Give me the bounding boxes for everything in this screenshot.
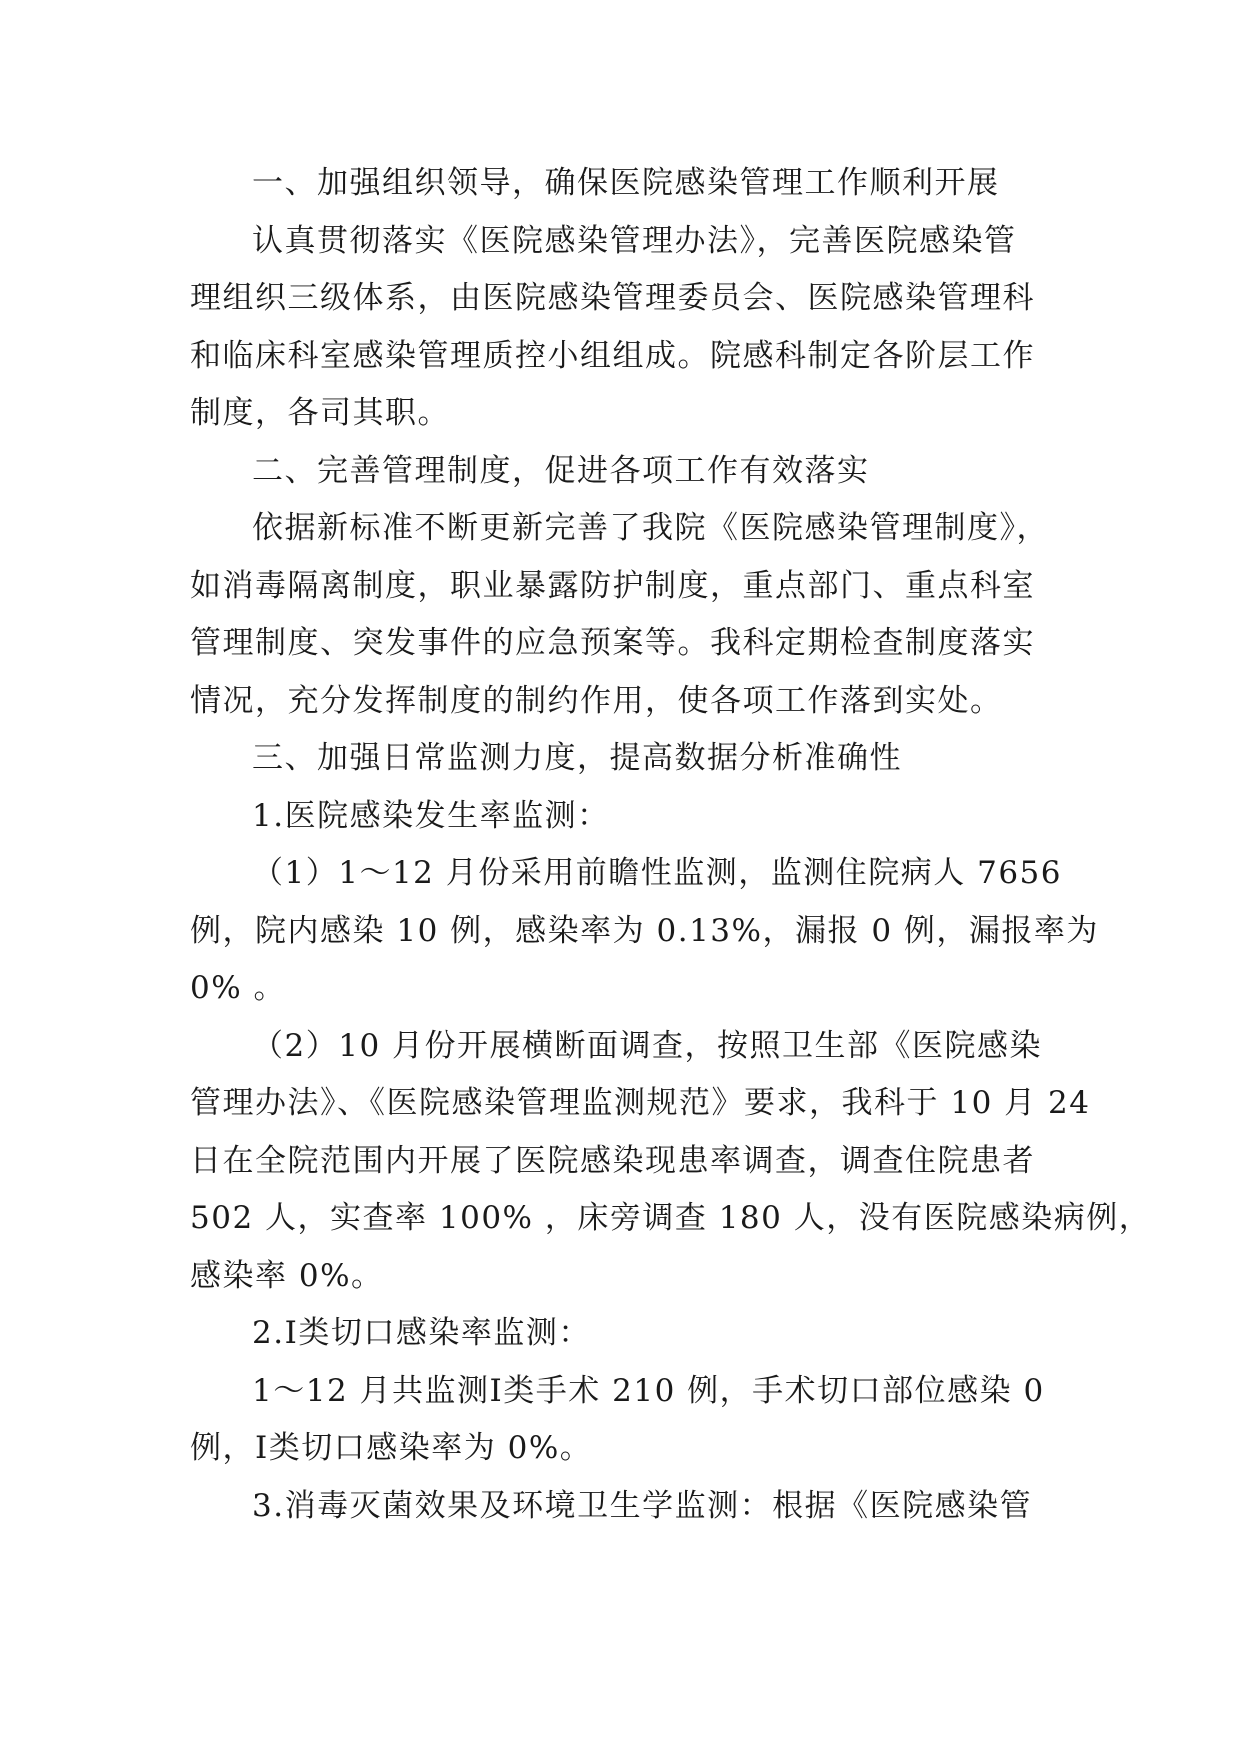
- text-line: 3.消毒灭菌效果及环境卫生学监测：根据《医院感染管: [252, 1487, 1033, 1524]
- paragraph-disinfection-monitoring: [190, 1478, 1050, 1536]
- text-line: 管理办法》、《医院感染管理监测规范》要求，我科于 10 月 24: [190, 1085, 1091, 1121]
- text-line: 0% 。: [190, 970, 287, 1006]
- paragraph-organization: [190, 213, 1050, 443]
- text-line: 二、完善管理制度，促进各项工作有效落实: [252, 452, 870, 489]
- text-line: 2.Ⅰ类切口感染率监测：: [252, 1315, 591, 1351]
- subheading-incision-infection: [190, 1305, 1050, 1363]
- text-line: 依据新标准不断更新完善了我院《医院感染管理制度》，: [252, 510, 1049, 546]
- text-line: 一、加强组织领导，确保医院感染管理工作顺利开展: [252, 165, 1000, 201]
- paragraph-cross-sectional-survey: [190, 1018, 1152, 1306]
- text-line: 管理制度、突发事件的应急预案等。我科定期检查制度落实: [190, 625, 1035, 661]
- text-line: 三、加强日常监测力度，提高数据分析准确性: [252, 740, 902, 776]
- text-line: 和临床科室感染管理质控小组组成。院感科制定各阶层工作: [190, 337, 1035, 374]
- document-page: [190, 155, 1152, 1535]
- text-line: 例，Ⅰ类切口感染率为 0%。: [190, 1430, 593, 1466]
- text-line: 感染率 0%。: [190, 1257, 384, 1294]
- text-line: 502 人，实查率 100% ，床旁调查 180 人，没有医院感染病例，: [190, 1200, 1152, 1236]
- section-heading-2: [190, 443, 1050, 501]
- text-line: 1.医院感染发生率监测：: [252, 797, 610, 834]
- text-line: 理组织三级体系，由医院感染管理委员会、医院感染管理科: [190, 280, 1035, 316]
- text-line: （1）1～12 月份采用前瞻性监测，监测住院病人 7656: [252, 855, 1062, 891]
- subheading-infection-rate: [190, 788, 1050, 846]
- text-line: 制度，各司其职。: [190, 395, 450, 431]
- text-line: 例，院内感染 10 例，感染率为 0.13%，漏报 0 例，漏报率为: [190, 912, 1099, 949]
- paragraph-incision-monitoring: [190, 1363, 1050, 1478]
- text-line: 日在全院范围内开展了医院感染现患率调查，调查住院患者: [190, 1142, 1035, 1179]
- section-heading-3: [190, 730, 1050, 788]
- section-heading-1: [190, 155, 1050, 213]
- text-line: 认真贯彻落实《医院感染管理办法》，完善医院感染管: [252, 222, 1017, 259]
- text-line: 情况，充分发挥制度的制约作用，使各项工作落到实处。: [190, 682, 1003, 719]
- paragraph-prospective-monitoring: [190, 845, 1099, 1018]
- text-line: 1～12 月共监测Ⅰ类手术 210 例，手术切口部位感染 0: [252, 1372, 1045, 1409]
- text-line: 如消毒隔离制度，职业暴露防护制度，重点部门、重点科室: [190, 567, 1035, 604]
- paragraph-regulations: [190, 500, 1050, 730]
- text-line: （2）10 月份开展横断面调查，按照卫生部《医院感染: [252, 1027, 1043, 1064]
